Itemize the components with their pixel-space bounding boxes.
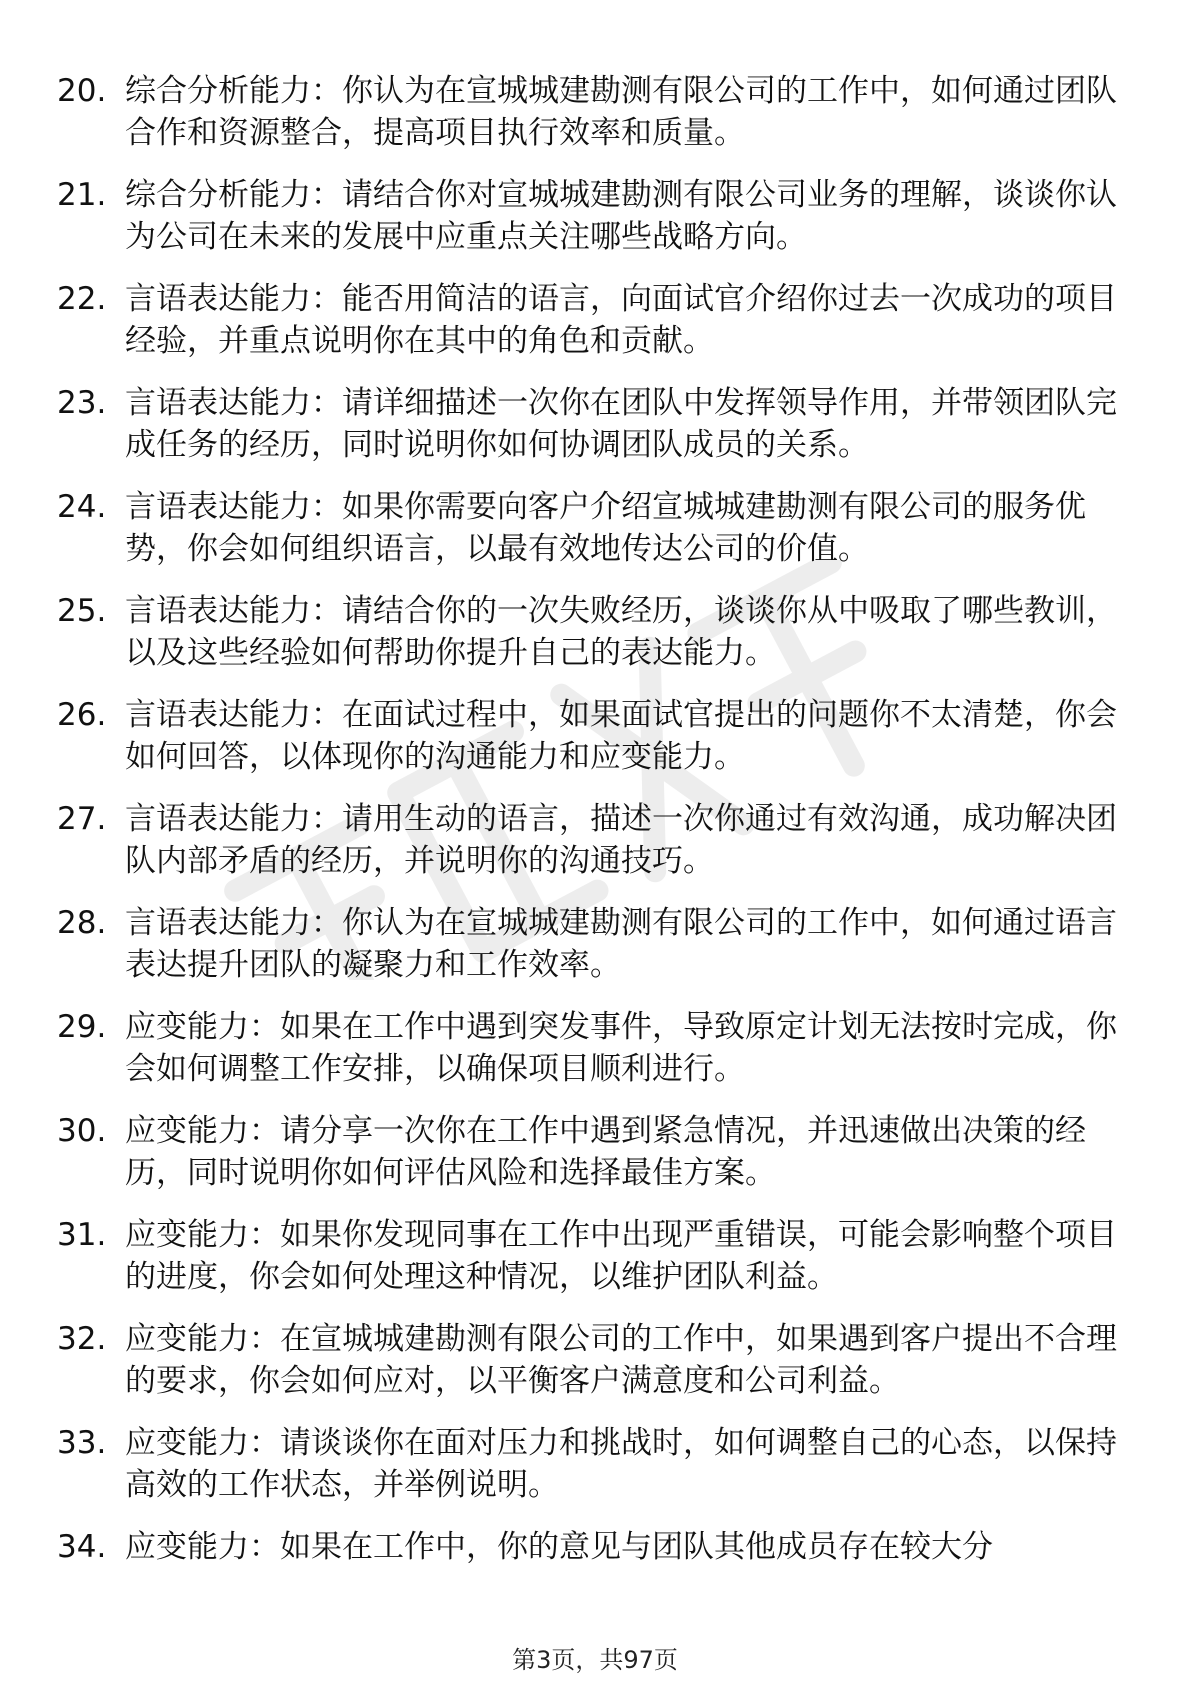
question-number: 20. — [57, 73, 107, 109]
question-text: 言语表达能力：请用生动的语言，描述一次你通过有效沟通，成功解决团队内部矛盾的经历，并说明你的沟通技巧。 — [125, 801, 1117, 879]
question-text: 应变能力：请分享一次你在工作中遇到紧急情况，并迅速做出决策的经历，同时说明你如何评估风险和选择最佳方案。 — [125, 1113, 1086, 1191]
question-text: 应变能力：如果你发现同事在工作中出现严重错误，可能会影响整个项目的进度，你会如何处理这种情况，以维护团队利益。 — [125, 1217, 1117, 1295]
question-item — [57, 1526, 1117, 1568]
question-text: 应变能力：如果在工作中遇到突发事件，导致原定计划无法按时完成，你会如何调整工作安排，以确保项目顺利进行。 — [125, 1009, 1117, 1087]
question-number: 34. — [57, 1529, 107, 1565]
question-text: 应变能力：如果在工作中，你的意见与团队其他成员存在较大分 — [125, 1529, 993, 1565]
question-number: 24. — [57, 489, 107, 525]
question-item — [57, 798, 1117, 882]
question-number: 33. — [57, 1425, 107, 1461]
question-item — [57, 70, 1117, 154]
page-indicator: 第3页，共97页 — [512, 1646, 678, 1674]
question-item — [57, 590, 1117, 674]
question-item — [57, 1214, 1117, 1298]
question-item — [57, 694, 1117, 778]
question-item — [57, 902, 1117, 986]
question-text: 综合分析能力：请结合你对宣城城建勘测有限公司业务的理解，谈谈你认为公司在未来的发展中应重点关注哪些战略方向。 — [125, 177, 1117, 255]
question-text: 言语表达能力：能否用简洁的语言，向面试官介绍你过去一次成功的项目经验，并重点说明你在其中的角色和贡献。 — [125, 281, 1117, 359]
question-item — [57, 1110, 1117, 1194]
question-number: 30. — [57, 1113, 107, 1149]
question-number: 29. — [57, 1009, 107, 1045]
question-text: 言语表达能力：请结合你的一次失败经历，谈谈你从中吸取了哪些教训，以及这些经验如何帮助你提升自己的表达能力。 — [125, 593, 1117, 671]
question-list — [57, 70, 1117, 1588]
question-item — [57, 382, 1117, 466]
question-number: 27. — [57, 801, 107, 837]
question-item — [57, 174, 1117, 258]
question-item — [57, 486, 1117, 570]
question-number: 23. — [57, 385, 107, 421]
question-text: 言语表达能力：如果你需要向客户介绍宣城城建勘测有限公司的服务优势，你会如何组织语言，以最有效地传达公司的价值。 — [125, 489, 1086, 567]
question-text: 言语表达能力：在面试过程中，如果面试官提出的问题你不太清楚，你会如何回答，以体现你的沟通能力和应变能力。 — [125, 697, 1117, 775]
question-item — [57, 1318, 1117, 1402]
question-number: 28. — [57, 905, 107, 941]
question-text: 综合分析能力：你认为在宣城城建勘测有限公司的工作中，如何通过团队合作和资源整合，提高项目执行效率和质量。 — [125, 73, 1117, 151]
question-text: 应变能力：请谈谈你在面对压力和挑战时，如何调整自己的心态，以保持高效的工作状态，并举例说明。 — [125, 1425, 1117, 1503]
question-text: 应变能力：在宣城城建勘测有限公司的工作中，如果遇到客户提出不合理的要求，你会如何应对，以平衡客户满意度和公司利益。 — [125, 1321, 1117, 1399]
question-item — [57, 1006, 1117, 1090]
question-text: 言语表达能力：请详细描述一次你在团队中发挥领导作用，并带领团队完成任务的经历，同时说明你如何协调团队成员的关系。 — [125, 385, 1117, 463]
question-number: 25. — [57, 593, 107, 629]
question-text: 言语表达能力：你认为在宣城城建勘测有限公司的工作中，如何通过语言表达提升团队的凝聚力和工作效率。 — [125, 905, 1117, 983]
question-number: 21. — [57, 177, 107, 213]
question-item — [57, 278, 1117, 362]
question-number: 31. — [57, 1217, 107, 1253]
question-number: 22. — [57, 281, 107, 317]
question-item — [57, 1422, 1117, 1506]
question-number: 26. — [57, 697, 107, 733]
question-number: 32. — [57, 1321, 107, 1357]
